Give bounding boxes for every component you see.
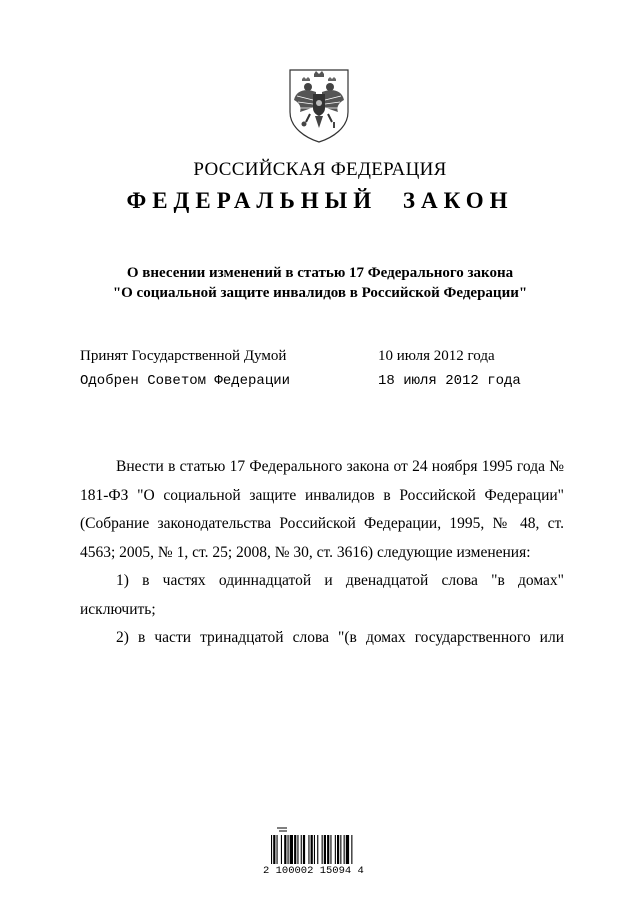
- body-paragraph-item-2: 2) в части тринадцатой слова "(в домах государственного или: [116, 629, 564, 646]
- adoption-date: 10 июля 2012 года: [378, 348, 495, 364]
- body-paragraph-intro: Внести в статью 17 Федерального закона от 24 ноября 1995 года № 181-ФЗ "О социальной защите инвалидов в Российской Федерации" (Собрание законодательства Российской Федерации, 1995, № 48, ст. 4563; 2005, № 1, ст. 25; 2008, № 30, ст. 3616) следующие изменения:: [80, 458, 564, 561]
- body-paragraph-item-1: 1) в частях одиннадцатой и двенадцатой слова "в домах" исключить;: [80, 572, 564, 618]
- law-title-line-1: О внесении изменений в статью 17 Федерального закона: [126, 265, 514, 281]
- law-title: [0, 263, 640, 303]
- approval-label: Одобрен Советом Федерации: [80, 373, 291, 389]
- approval-date: 18 июля 2012 года: [378, 373, 521, 389]
- adoption-label: Принят Государственной Думой: [80, 348, 287, 364]
- country-heading: РОССИЙСКАЯ ФЕДЕРАЦИЯ: [193, 159, 447, 180]
- barcode-number: 2 100002 15094 4: [263, 865, 364, 877]
- law-body: [80, 453, 564, 653]
- coat-of-arms-icon: [286, 66, 352, 144]
- law-title-line-2: "О социальной защите инвалидов в Российской Федерации": [112, 285, 528, 301]
- document-type-heading: ФЕДЕРАЛЬНЫЙ ЗАКОН: [126, 188, 514, 213]
